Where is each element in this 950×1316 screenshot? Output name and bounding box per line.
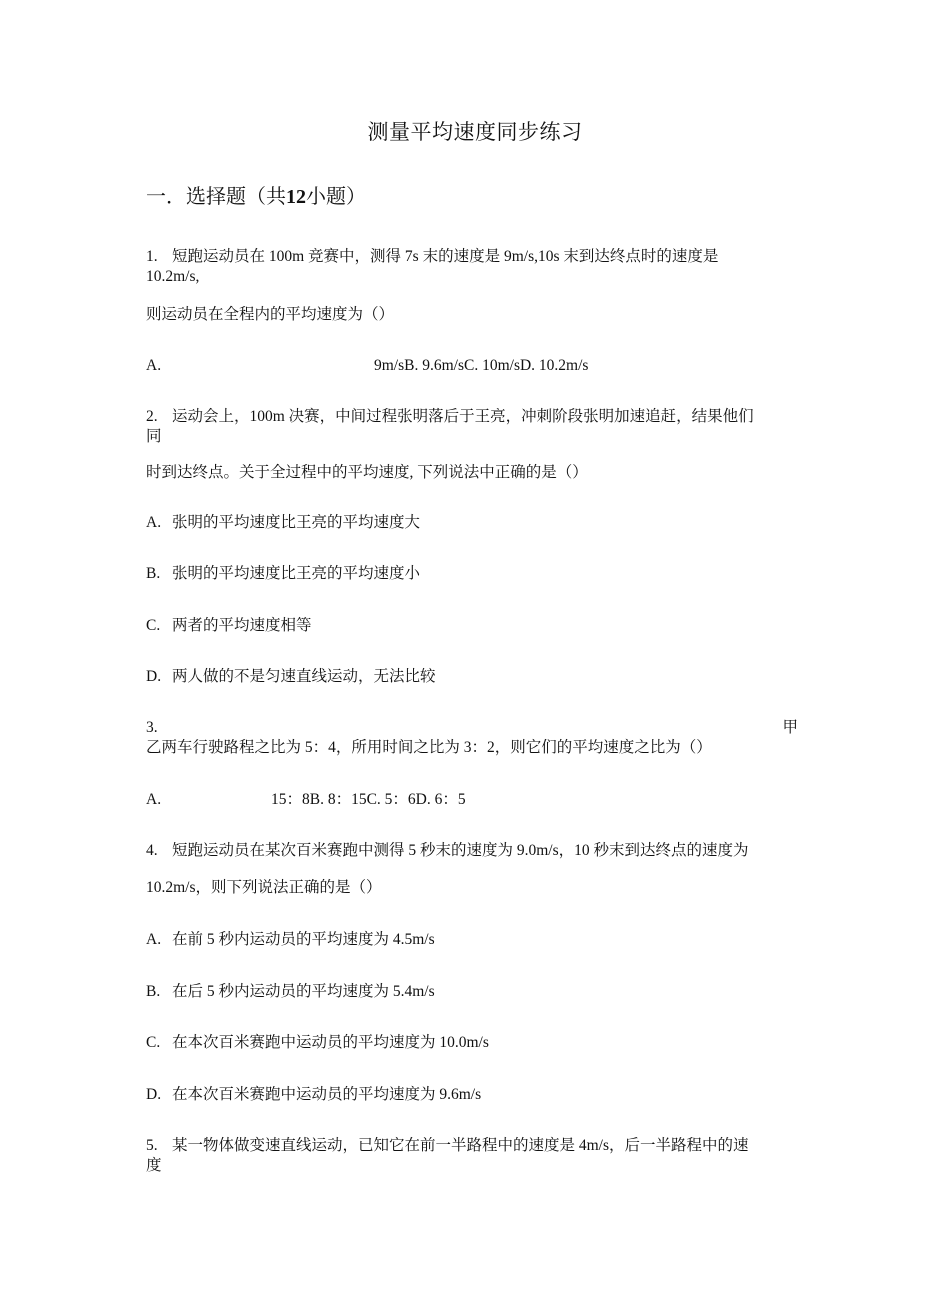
q3-options-inline: 15：8B. 8：15C. 5：6D. 6：5 bbox=[271, 791, 466, 808]
q5-stem-line1b: 度 bbox=[146, 1157, 162, 1174]
q2-option-b bbox=[146, 564, 798, 583]
q4-option-b bbox=[146, 982, 798, 1001]
q4-option-d-label: D. bbox=[146, 1086, 162, 1103]
q2-option-c bbox=[146, 616, 798, 635]
q2-option-a-text: 张明的平均速度比王亮的平均速度大 bbox=[172, 514, 421, 531]
q1-stem-line2: 则运动员在全程内的平均速度为（） bbox=[146, 306, 395, 323]
q4-stem-text: 短跑运动员在某次百米赛跑中测得 5 秒末的速度为 9.0m/s，10 秒末到达终点的速度为 bbox=[172, 842, 749, 859]
section-suffix: 小题） bbox=[306, 186, 366, 208]
q2-stem-line1b: 同 bbox=[146, 428, 162, 445]
q2-option-c-label: C. bbox=[146, 617, 161, 634]
q4-option-b-label: B. bbox=[146, 983, 161, 1000]
q2-option-d bbox=[146, 667, 798, 686]
q4-option-d-text: 在本次百米赛跑中运动员的平均速度为 9.6m/s bbox=[172, 1086, 482, 1103]
q2-stem-line2: 时到达终点。关于全过程中的平均速度, 下列说法中正确的是（） bbox=[146, 464, 588, 481]
q4-number: 4. bbox=[146, 842, 158, 859]
q2-option-a bbox=[146, 513, 798, 532]
q2-option-d-text: 两人做的不是匀速直线运动，无法比较 bbox=[172, 668, 436, 685]
q4-stem-line2: 10.2m/s，则下列说法正确的是（） bbox=[146, 879, 382, 896]
q4-option-a-label: A. bbox=[146, 931, 162, 948]
q2-option-b-label: B. bbox=[146, 565, 161, 582]
q3-options bbox=[146, 790, 798, 809]
q2-number: 2. bbox=[146, 408, 158, 425]
section-count: 12 bbox=[286, 186, 306, 208]
q3-stem-right-char: 甲 bbox=[782, 719, 798, 736]
q2-option-d-label: D. bbox=[146, 668, 162, 685]
q2-stem-line1 bbox=[146, 407, 798, 426]
q3-number: 3. bbox=[146, 719, 158, 736]
q1-options-inline: 9m/sB. 9.6m/sC. 10m/sD. 10.2m/s bbox=[374, 357, 589, 374]
q3-stem-line2: 乙两车行驶路程之比为 5：4，所用时间之比为 3：2，则它们的平均速度之比为（） bbox=[146, 739, 712, 756]
q1-stem-text: 短跑运动员在 100m 竞赛中，测得 7s 末的速度是 9m/s,10s 末到达终点时的速度是 bbox=[172, 248, 719, 265]
q4-option-c bbox=[146, 1033, 798, 1052]
q5-number: 5. bbox=[146, 1137, 158, 1154]
q4-option-d bbox=[146, 1085, 798, 1104]
q1-number: 1. bbox=[146, 248, 158, 265]
q4-option-c-text: 在本次百米赛跑中运动员的平均速度为 10.0m/s bbox=[172, 1034, 489, 1051]
q1-option-a-label: A. bbox=[146, 357, 162, 374]
section-prefix: 一．选择题（共 bbox=[146, 186, 286, 208]
q1-options bbox=[146, 356, 798, 375]
q2-option-b-text: 张明的平均速度比王亮的平均速度小 bbox=[172, 565, 421, 582]
q4-option-c-label: C. bbox=[146, 1034, 161, 1051]
q4-stem-line1 bbox=[146, 841, 798, 860]
q4-option-a-text: 在前 5 秒内运动员的平均速度为 4.5m/s bbox=[172, 931, 435, 948]
q5-stem-text: 某一物体做变速直线运动，已知它在前一半路程中的速度是 4m/s，后一半路程中的速 bbox=[172, 1137, 749, 1154]
q2-option-a-label: A. bbox=[146, 514, 162, 531]
q4-option-a bbox=[146, 930, 798, 949]
q2-option-c-text: 两者的平均速度相等 bbox=[172, 617, 312, 634]
q4-option-b-text: 在后 5 秒内运动员的平均速度为 5.4m/s bbox=[172, 983, 435, 1000]
q1-stem-line1 bbox=[146, 247, 798, 266]
page-title: 测量平均速度同步练习 bbox=[367, 120, 583, 144]
q3-stem-line1 bbox=[146, 718, 798, 737]
q1-stem-line1b: 10.2m/s, bbox=[146, 268, 200, 285]
section-heading bbox=[146, 180, 366, 209]
q2-stem-text: 运动会上，100m 决赛，中间过程张明落后于王亮，冲刺阶段张明加速追赶，结果他们 bbox=[172, 408, 754, 425]
q3-option-a-label: A. bbox=[146, 791, 162, 808]
q5-stem-line1 bbox=[146, 1136, 798, 1155]
